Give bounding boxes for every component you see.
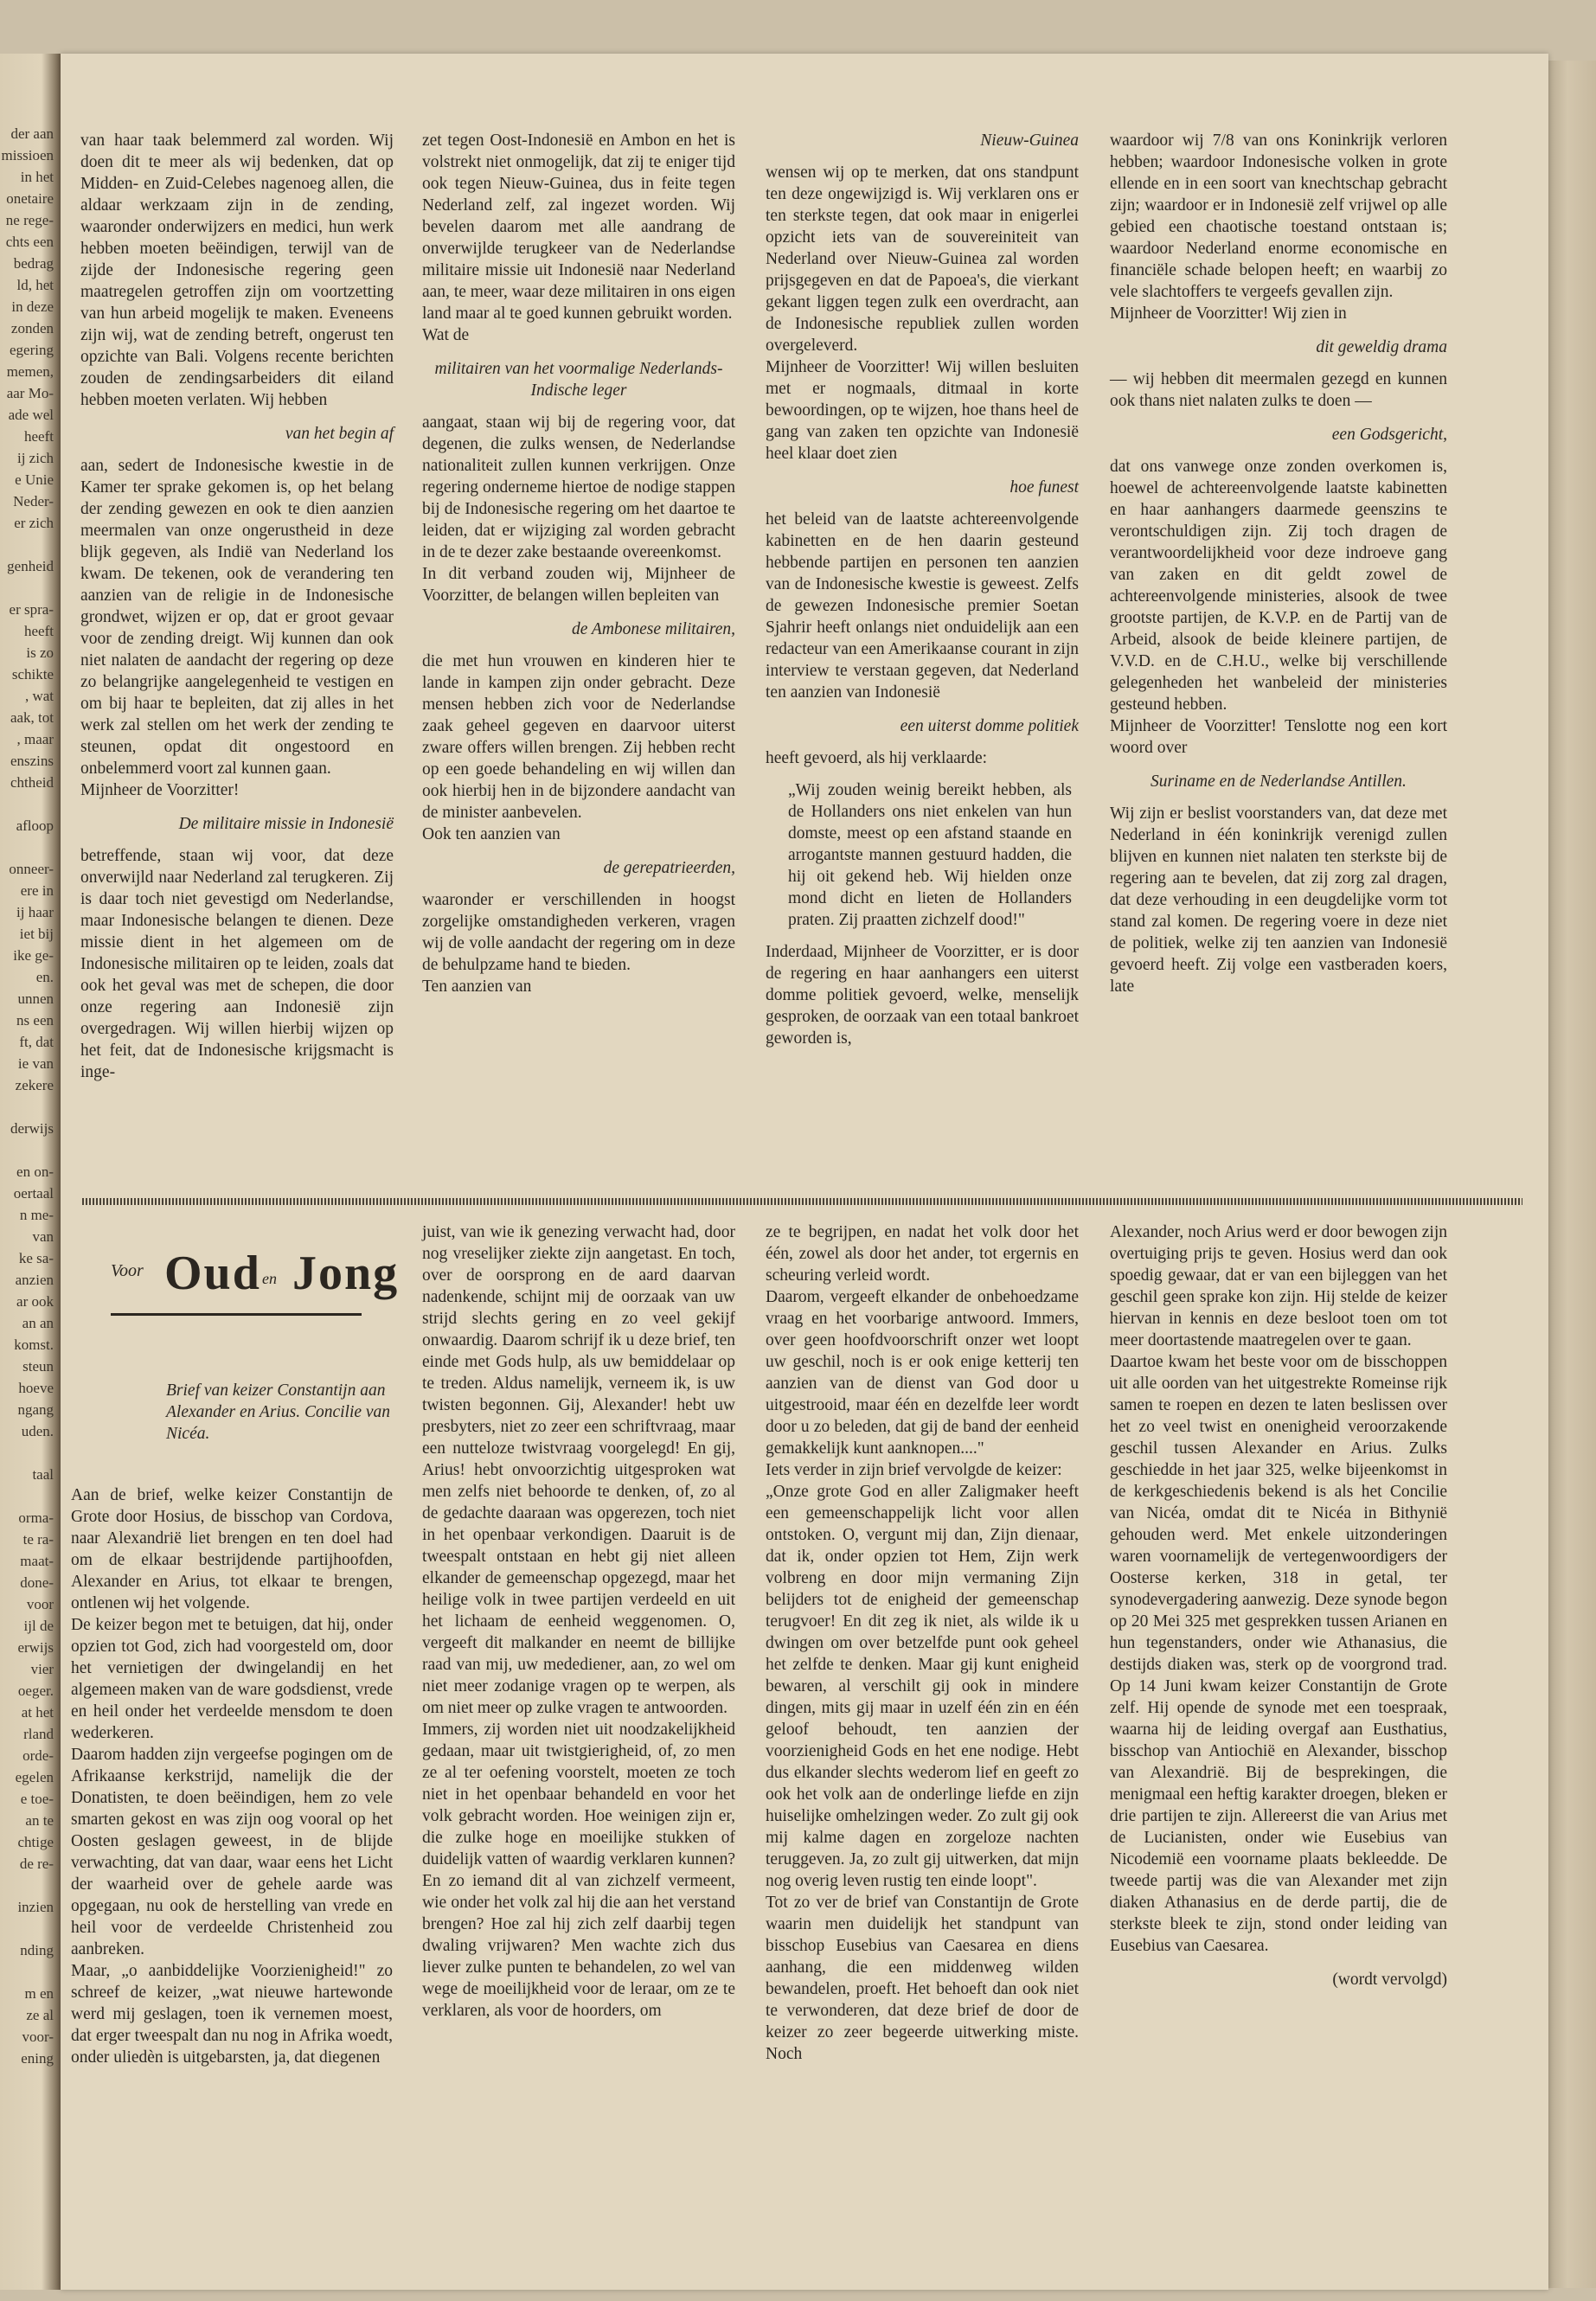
margin-fragment: erwijs [17,1639,54,1656]
margin-fragment: heeft [24,428,54,445]
continued-note: (wordt vervolgd) [1332,1971,1447,1989]
paragraph: Ten aanzien van [422,977,532,996]
subheading: hoe funest [1010,478,1079,497]
margin-fragment: onneer- [9,861,54,877]
margin-fragment: n me- [19,1207,54,1223]
margin-fragment: ze al [26,2007,54,2023]
margin-fragment: aak, tot [10,709,54,726]
paragraph: Alexander, noch Arius werd er door bewogen zijn overtuiging prijs te geven. Hosius werd dan ook spoedig gewaar, dat er van een bijleggen van het geschil geen sprake kon zijn. Hij stelde de keizer hiervan in kennis en deze besloot toen om tot meer doortastende maatregelen over te gaan. [1110,1223,1447,1349]
margin-fragment: enszins [10,753,54,769]
margin-fragment: Neder- [13,493,54,510]
margin-fragment: onetaire [6,190,54,207]
section-divider [82,1198,1522,1205]
margin-fragment: , wat [24,688,54,704]
margin-fragment [0,1096,54,1118]
paragraph: De keizer begon met te betuigen, dat hij, onder opzien tot God, zich had voorgesteld om, door het vernietigen der dwingelandij en het algemeen maken van de ware godsdienst, vrede en heil onder het verdeelde mensdom te doen wederkeren. [71,1616,393,1742]
margin-fragment: voor [26,1596,54,1612]
quotation: „Wij zouden weinig bereikt hebben, als de Hollanders ons niet enkelen van hun domste, meest op een afstand staande en arrogantste mannen gestuurd hadden, die hij oit gekend heb. Wij hielden onze mond dicht en lieten de Hollanders praten. Zij praatten zichzelf dood!" [788,781,1072,929]
masthead-oud: Oud [164,1247,261,1300]
margin-fragment: oertaal [13,1185,54,1202]
paragraph: Inderdaad, Mijnheer de Voorzitter, er is door de regering en haar aanhangers een uiterst domme politiek gevoerd, welke, menselijk gesproken, de oorzaak van een totaal bankroet geworden is, [766,943,1079,1048]
margin-fragment: memen, [6,363,54,380]
subheading: dit geweldig drama [1316,338,1447,356]
article-column-b2 [422,1221,735,2022]
margin-fragment: done- [20,1574,54,1591]
margin-fragment: der aan [10,125,54,142]
margin-fragment: ike ge- [13,947,54,964]
paragraph: betreffende, staan wij voor, dat deze onverwijld naar Nederland zal terugkeren. Zij is daar toch niet gevestigd om Nederlandse, maar Indonesische belangen te dienen. Deze missie dient in het algemeen om de Indonesische militairen op te leiden, zoals dat ook het geval was met de schepen, die door onze regering aan Indonesië zijn overgedragen. Wij willen hierbij wijzen op het feit, dat de Indonesische krijgsmacht is inge- [80,847,394,1081]
masthead-voor: Voor [111,1261,144,1280]
subheading: van het begin af [285,425,394,443]
margin-fragment: derwijs [10,1120,54,1137]
paragraph: het beleid van de laatste achtereenvolgende kabinetten en de hen daarin gesteund hebbende partijen en personen ten aanzien van de Indonesische kwestie is geweest. Zelfs de gewezen Indonesische premier Soetan Sjahrir heeft onlangs niet onduidelijk aan een redacteur van een Amerikaanse courant in zijn interview te verstaan gegeven, dat Nederland ten aanzien van Indonesië [766,510,1079,702]
paragraph: Daarom, vergeeft elkander de onbehoedzame vraag en het voorbarige antwoord. Immers, over geen hoofdvoorschrift onzer wet loopt uw geschil, noch is er ook enige ketterij ten aanzien van de dienst van God door u uitgestrooid, maar één en dezelfde leer wordt door u zo beleden, dat gij de band der eenheid gemakkelijk kunt aanknopen...." [766,1288,1079,1458]
margin-fragment: egering [10,342,54,358]
article-column-3 [766,130,1079,1049]
margin-fragment: anzien [15,1272,54,1288]
subheading: Nieuw-Guinea [980,131,1079,150]
margin-fragment: orma- [18,1509,54,1526]
paragraph: Aan de brief, welke keizer Constantijn de Grote door Hosius, de bisschop van Cordova, naar Alexandrië liet brengen en ten doel had om de elkaar bestrijdende partijhoofden, Alexander en Arius, tot elkaar te brengen, ontlenen wij het volgende. [71,1486,393,1612]
article-column-4 [1110,130,1447,997]
margin-fragment [0,793,54,815]
subheading: militairen van het voormalige Nederlands-Indische leger [434,360,723,400]
margin-fragment: in het [20,169,54,185]
paragraph: ze te begrijpen, en nadat het volk door het één, zowel als door het ander, tot ergernis en scheuring verleid wordt. [766,1223,1079,1285]
margin-fragment: missioen [1,147,54,163]
paragraph: Mijnheer de Voorzitter! Wij willen besluiten met er nogmaals, ditmaal in korte bewoordingen, op te wijzen, hoe thans heel de gang van zaken ten opzichte van Indonesië heel klaar doet zien [766,358,1079,463]
margin-fragment: en on- [16,1163,54,1180]
margin-fragment: inzien [17,1899,54,1915]
margin-fragment: ne rege- [5,212,54,228]
paragraph: Mijnheer de Voorzitter! [80,781,240,799]
margin-fragment [0,1485,54,1507]
margin-fragment: aar Mo- [6,385,54,401]
margin-fragment: hoeve [18,1380,54,1396]
paragraph: aan, sedert de Indonesische kwestie in de Kamer ter sprake gekomen is, op het belang der zending gewezen en ook te dien aanzien meermalen van onze ongerustheid in deze blijk gegeven, als Indië van Nederland los kwam. De tekenen, ook de verandering ten aanzien van de religie in de Indonesische grondwet, wijzen er op, dat er groot gevaar voor de zending dreigt. Wij kunnen dan ook niet nalaten de aandacht der regering op deze zo belangrijke aangelegenheid te vestigen en om bij haar te bepleiten, dat zij alles in het werk zal stellen om het werk der zending te steunen, opdat dit ongestoord en onbelemmerd voort zal kunnen gaan. [80,457,394,778]
margin-fragment: ij zich [16,450,54,466]
article-column-1 [80,130,394,1083]
margin-fragment: e Unie [15,471,54,488]
margin-fragment: egelen [15,1769,54,1785]
margin-fragment: chtheid [10,774,54,791]
margin-fragment: ie van [17,1055,54,1072]
paragraph: Ook ten aanzien van [422,825,561,843]
margin-fragment [0,836,54,858]
paragraph: heeft gevoerd, als hij verklaarde: [766,749,988,767]
paragraph: „Onze grote God en aller Zaligmaker heeft een gemeenschappelijk licht voor allen ontstoken. O, vergunt mij dan, Zijn dienaar, dat ik, onder opzien tot Hem, Zijn werk volbreng en door mijn vermaning Zijn belijders tot de enigheid der gemeenschap terugvoer! En dit zeg ik niet, als wilde ik u dwingen om over betzelfde punt ook geheel het zelfde te denken. Maar gij kunt enigheid bewaren, al verschilt gij ook in mindere dingen, mits gij maar in uzelf één zin en één geloof behoudt, ten aanzien der voorzienigheid Gods en het ene nodige. Hebt dus elkander slechts wederom lief en geeft zo ook het volk aan de onderlinge liefde en zijn huiselijke omhelzingen weder. Zo zult gij ook mij kalme dagen en zorgeloze nachten teruggeven. Ja, zo zult gij uitwerken, dat mijn nog overig leven rustig ten einde loopt". [766,1483,1079,1890]
margin-fragment: vier [30,1661,54,1677]
margin-fragment: ij haar [16,904,54,920]
masthead-en: en [262,1270,277,1287]
article-column-2 [422,130,735,997]
margin-fragment: zekere [15,1077,54,1093]
margin-fragment: heeft [24,623,54,639]
margin-fragment: ngang [17,1401,54,1418]
margin-fragment: maat- [20,1553,54,1569]
margin-fragment: ke sa- [18,1250,54,1266]
margin-fragment: er spra- [9,601,54,618]
paragraph: Mijnheer de Voorzitter! Tenslotte nog een kort woord over [1110,717,1447,757]
margin-fragment: at het [21,1704,54,1721]
margin-fragment: rland [23,1726,54,1742]
margin-fragment: iet bij [19,926,54,942]
margin-fragment: voor- [22,2029,54,2045]
margin-fragment: en. [35,969,54,985]
paragraph: aangaat, staan wij bij de regering voor, dat degenen, die zulks wensen, de Nederlandse nationaliteit zullen kunnen verkrijgen. Onze regering onderneme hiertoe de nodige stappen bij de Indonesische regering om het daartoe te leiden, dat er wijziging zal worden gebracht in de te dezer zake bestaande overeenkomst. [422,413,735,561]
margin-fragment: ns een [16,1012,54,1029]
margin-fragment: oeger. [17,1682,54,1699]
paragraph: waardoor wij 7/8 van ons Koninkrijk verloren hebben; waardoor Indonesische volken in grote ellende en in een soort van knechtschap gebracht zijn; waardoor er in Indonesië zelf vrijwel op alle gebied een chaotische toestand ontstaan is; waardoor Nederland enorme economische en financiële schade belopen heeft; en waarbij zo vele slachtoffers te vergeefs gevallen zijn. [1110,131,1447,301]
margin-fragment: ijl de [23,1618,54,1634]
margin-fragment: unnen [17,990,54,1007]
paragraph: Daartoe kwam het beste voor om de bisschoppen uit alle oorden van het uitgestrekte Romeinse rijk samen te roepen en dezen te laten beslissen over het zo veel twist en onenigheid veroorzakende geschil tussen Alexander en Arius. Zulks geschiedde in het jaar 325, welke bijeenkomst in de kerkgeschiedenis bekend is als het Concilie van Nicéa, omdat dit te Nicéa in Bithynië gehouden werd. Met enkele uitzonderingen waren voornamelijk de vertegenwoordigers der Oosterse kerken, 318 in getal, ter synodevergadering aanwezig. Deze synode begon op 20 Mei 325 met gesprekken tussen Arianen en hun tegenstanders, onder wie Athanasius, die destijds diaken was, sterk op de voorgrond trad. Op 14 Juni kwam keizer Constantijn de Grote zelf. Hij opende de synode met een toespraak, waarna hij de leiding overgaf aan Eusthatius, bisschop van Antiochië en Alexander, bisschop van Alexandrië. Bij de besprekingen, die menigmaal een heftig karakter droegen, bleken er drie partijen te zijn. Allereerst die van Arius met de Lucianisten, onder wie Eusebius van Nicodemië een voorname plaats bekleedde. De tweede partij was die van Alexander met zijn diaken Athanasius en de derde partij, die de sterkste bleek te zijn, stond onder leiding van Eusebius van Caesarea. [1110,1353,1447,1955]
margin-fragment: an an [22,1315,54,1331]
margin-fragment [0,1442,54,1464]
subheading: De militaire missie in Indonesië [178,815,394,833]
paragraph: juist, van wie ik genezing verwacht had, door nog vreselijker ziekte zijn aangetast. En toch, over de oorsprong en de aard daarvan nadenkende, schijnt mij de oorzaak van uw strijd slechts gering en zo veel gekijf onwaardig. Daarom schrijf ik u deze brief, ten einde met Gods hulp, als uw bemiddelaar op te treden. Aldus namelijk, verneem ik, is uw twisten begonnen. Gij, Alexander! hebt uw presbyters, niet zo zeer een schriftvraag, maar een nutteloze twistvraag voorgelegd! En gij, Arius! hebt onvoorzichtig uitgesproken wat men zelfs niet behoorde te denken, of, zo al de gedachte daaraan was opgerezen, toch niet in het openbaar verkondigen. Daaruit is de tweespalt ontstaan en hebt gij niet alleen elkander de gemeenschap opgezegd, maar het heilige volk in twee partijen verdeeld en uit het lichaam de eenheid weggenomen. O, vergeeft dit malkander en neemt de billijke raad van mij, uw medediener, aan, zo wel om niet meer zodanige vragen op te werpen, als om niet meer op zulke vragen te antwoorden. [422,1223,735,1717]
margin-fragment [0,1918,54,1939]
margin-fragment: chtige [17,1834,54,1850]
paragraph: Mijnheer de Voorzitter! Wij zien in [1110,304,1347,323]
masthead-jong: Jong [292,1247,400,1300]
paragraph: zet tegen Oost-Indonesië en Ambon en het is volstrekt niet onmogelijk, dat zij te eniger tijd ook tegen Nieuw-Guinea, dus in feite tegen Nederland zelf, zal ingezet worden. Wij bevelen daarom met alle aandrang de onverwijlde terugkeer van de Nederlandse militaire missie uit Indonesië naar Nederland aan, te meer, waar deze militairen in ons eigen land maar al te goed kunnen gebruikt worden. [422,131,735,323]
paragraph: dat ons vanwege onze zonden overkomen is, hoewel de achtereenvolgende laatste kabinetten en haar aanhangers daarmede geenszins te verontschuldigen zijn. Zij toch dragen de verantwoordelijkheid voor deze indroeve gang van zaken en dit geldt zowel de achtereenvolgende ministeries, alsook de twee grootste partijen, de K.V.P. en de Partij van de Arbeid, alsook de beide kleinere partijen, de V.V.D. en de C.H.U., welke bij verschillende gelegenheden het wanbeleid der ministeries gesteund hebben. [1110,458,1447,714]
subheading: de Ambonese militairen, [571,620,735,638]
paragraph: Tot zo ver de brief van Constantijn de Grote waarin men duidelijk het standpunt van bisschop Eusebius van Caesarea en diens aanhang, die een middenweg wilden bewandelen, proeft. Het behoeft dan ook niet te verwonderen, dat deze brief de door de keizer zo zeer begeerde uitwerking miste. Noch [766,1894,1079,2063]
paragraph: Iets verder in zijn brief vervolgde de keizer: [766,1461,1062,1479]
margin-fragment: van [32,1228,54,1245]
paragraph: die met hun vrouwen en kinderen hier te lande in kampen zijn onder gebracht. Deze mensen hebben zich voor de Nederlandse zaak geheel gegeven en daarvoor uiterst zware offers willen brengen. Zij hebben recht op een goede behandeling en wij willen dan ook hierbij hen in de bijzondere aandacht van de minister aanbevelen. [422,652,735,822]
margin-fragment: bedrag [13,255,54,272]
article-column-b4 [1110,1221,1447,1990]
margin-fragment: ld, het [16,277,54,293]
margin-fragment: ar ook [16,1293,54,1310]
margin-fragment: nding [20,1942,54,1958]
margin-fragment: uden. [21,1423,54,1439]
margin-fragment: taal [32,1466,54,1483]
subheading: de gerepatrieerden, [603,859,735,877]
margin-fragment: ening [21,2050,54,2067]
margin-fragment: is zo [26,644,54,661]
left-margin-fragments [0,123,54,2069]
masthead-rule [111,1313,362,1316]
paragraph: Immers, zij worden niet uit noodzakelijkheid gedaan, maar uit twistgierigheid, of, zo men ze al ter oefening voorstelt, moeten ze toch niet in het openbaar behandeld en voor het volk gebracht worden. Hoe weinigen zijn er, die zulke hoge en moeilijke stukken of duidelijk vatten of waardig verklaren kunnen? En zo iemand dit al van zichzelf vermeent, wie onder het volk zal hij die aan het verstand brengen? Hoe zal hij zich zelf daarbij tegen dwaling vrijwaren? Men wachte zich dus liever zulke punten te behandelen, zo wel van wege de moeilijkheid voor de leraar, om ze te verklaren, als voor de hoorders, om [422,1721,735,2020]
margin-fragment: an te [25,1812,54,1829]
paragraph: — wij hebben dit meermalen gezegd en kunnen ook thans niet nalaten zulks te doen — [1110,370,1447,410]
paragraph: wensen wij op te merken, dat ons standpunt ten deze ongewijzigd is. Wij verklaren ons er ten sterkste tegen, dat ook maar in enigerlei opzicht iets van de souvereiniteit van Nederland over Nieuw-Guinea zal worden prijsgegeven en dat de Papoea's, die vierkant gekant liggen tegen zulk een overdracht, aan de Indonesische republiek zullen worden overgeleverd. [766,163,1079,355]
margin-fragment: m en [24,1985,54,2002]
margin-fragment: , maar [16,731,54,747]
margin-fragment: orde- [22,1747,54,1764]
margin-fragment: chts een [5,234,54,250]
margin-fragment: ade wel [8,407,54,423]
margin-fragment: zonden [10,320,54,336]
subheading: Suriname en de Nederlandse Antillen. [1151,772,1407,791]
margin-fragment: komst. [14,1336,54,1353]
article-column-b3 [766,1221,1079,2065]
subheading: een uiterst domme politiek [900,717,1079,735]
margin-fragment: afloop [16,817,54,834]
paragraph: In dit verband zouden wij, Mijnheer de Voorzitter, de belangen willen bepleiten van [422,565,735,605]
margin-fragment: genheid [7,558,54,574]
margin-fragment: ft, dat [19,1034,54,1050]
paragraph: waaronder er verschillenden in hoogst zorgelijke omstandigheden verkeren, vragen wij de volle aandacht der regering om in deze de behulpzame hand te bieden. [422,891,735,974]
margin-fragment [0,577,54,599]
paragraph: Daarom hadden zijn vergeefse pogingen om de Afrikaanse kerkstrijd, namelijk die der Donatisten, te doen beëindigen, hem zo vele smarten gekost en was zijn oog vooral op het Oosten geslagen geweest, in de blijde verwachting, dat van daar, waar eens het Licht der waarheid over de gehele aarde was opgegaan, nu ook de herstelling van vrede en heil voor de verdeelde Christenheid zou aanbreken. [71,1746,393,1958]
article-column-b1 [71,1380,393,2068]
article-subtitle: Brief van keizer Constantijn aan Alexander en Arius. Concilie van Nicéa. [166,1381,391,1443]
margin-fragment [0,534,54,555]
subheading: een Godsgericht, [1331,426,1447,444]
paragraph: Maar, „o aanbiddelijke Voorzienigheid!" zo schreef de keizer, „wat nieuwe hartewonde werd mij geslagen, toen ik vernemen moest, dat erger tweespalt dan nu nog in Afrika woedt, onder uliedèn is uitgebarsten, ja, dat diegenen [71,1962,393,2067]
margin-fragment [0,1875,54,1896]
page-edge [1548,61,1596,2288]
margin-fragment: schikte [11,666,54,683]
margin-fragment: de re- [19,1856,54,1872]
margin-fragment: steun [22,1358,54,1375]
paragraph: Wij zijn er beslist voorstanders van, dat deze met Nederland in één koninkrijk verenigd zullen blijven en kunnen niet nalaten ten sterkste bij de regering aan te bevelen, dat zij zorg zal dragen, dat deze verhouding in een deugdelijke vorm tot stand zal komen. De regering voere in deze niet de politiek, welke zij ten aanzien van Indonesië gevoerd heeft. Zij volge een vastberaden koers, late [1110,804,1447,996]
margin-fragment [0,1139,54,1161]
margin-fragment: er zich [14,515,54,531]
margin-fragment: te ra- [22,1531,54,1548]
margin-fragment: e toe- [20,1791,54,1807]
margin-fragment: in deze [11,298,54,315]
paragraph: van haar taak belemmerd zal worden. Wij doen dit te meer als wij bedenken, dat op Midden- en Zuid-Celebes nagenoeg allen, die aldaar werkzaam zijn in de zending, waaronder onderwijzers en medici, hun werk hebben moeten beëindigen, terwijl van de zijde der Indonesische regering geen maatregelen getroffen zijn om voortzetting van hun arbeid mogelijk te maken. Eveneens zijn wij, wat de zending betreft, ongerust ten opzichte van Bali. Volgens recente berichten zouden de zendingsarbeiders dit eiland hebben moeten verlaten. Wij hebben [80,131,394,409]
oud-en-jong-masthead [111,1246,400,1349]
margin-fragment: ere in [20,882,54,899]
margin-fragment [0,1961,54,1983]
paragraph: Wat de [422,326,470,344]
